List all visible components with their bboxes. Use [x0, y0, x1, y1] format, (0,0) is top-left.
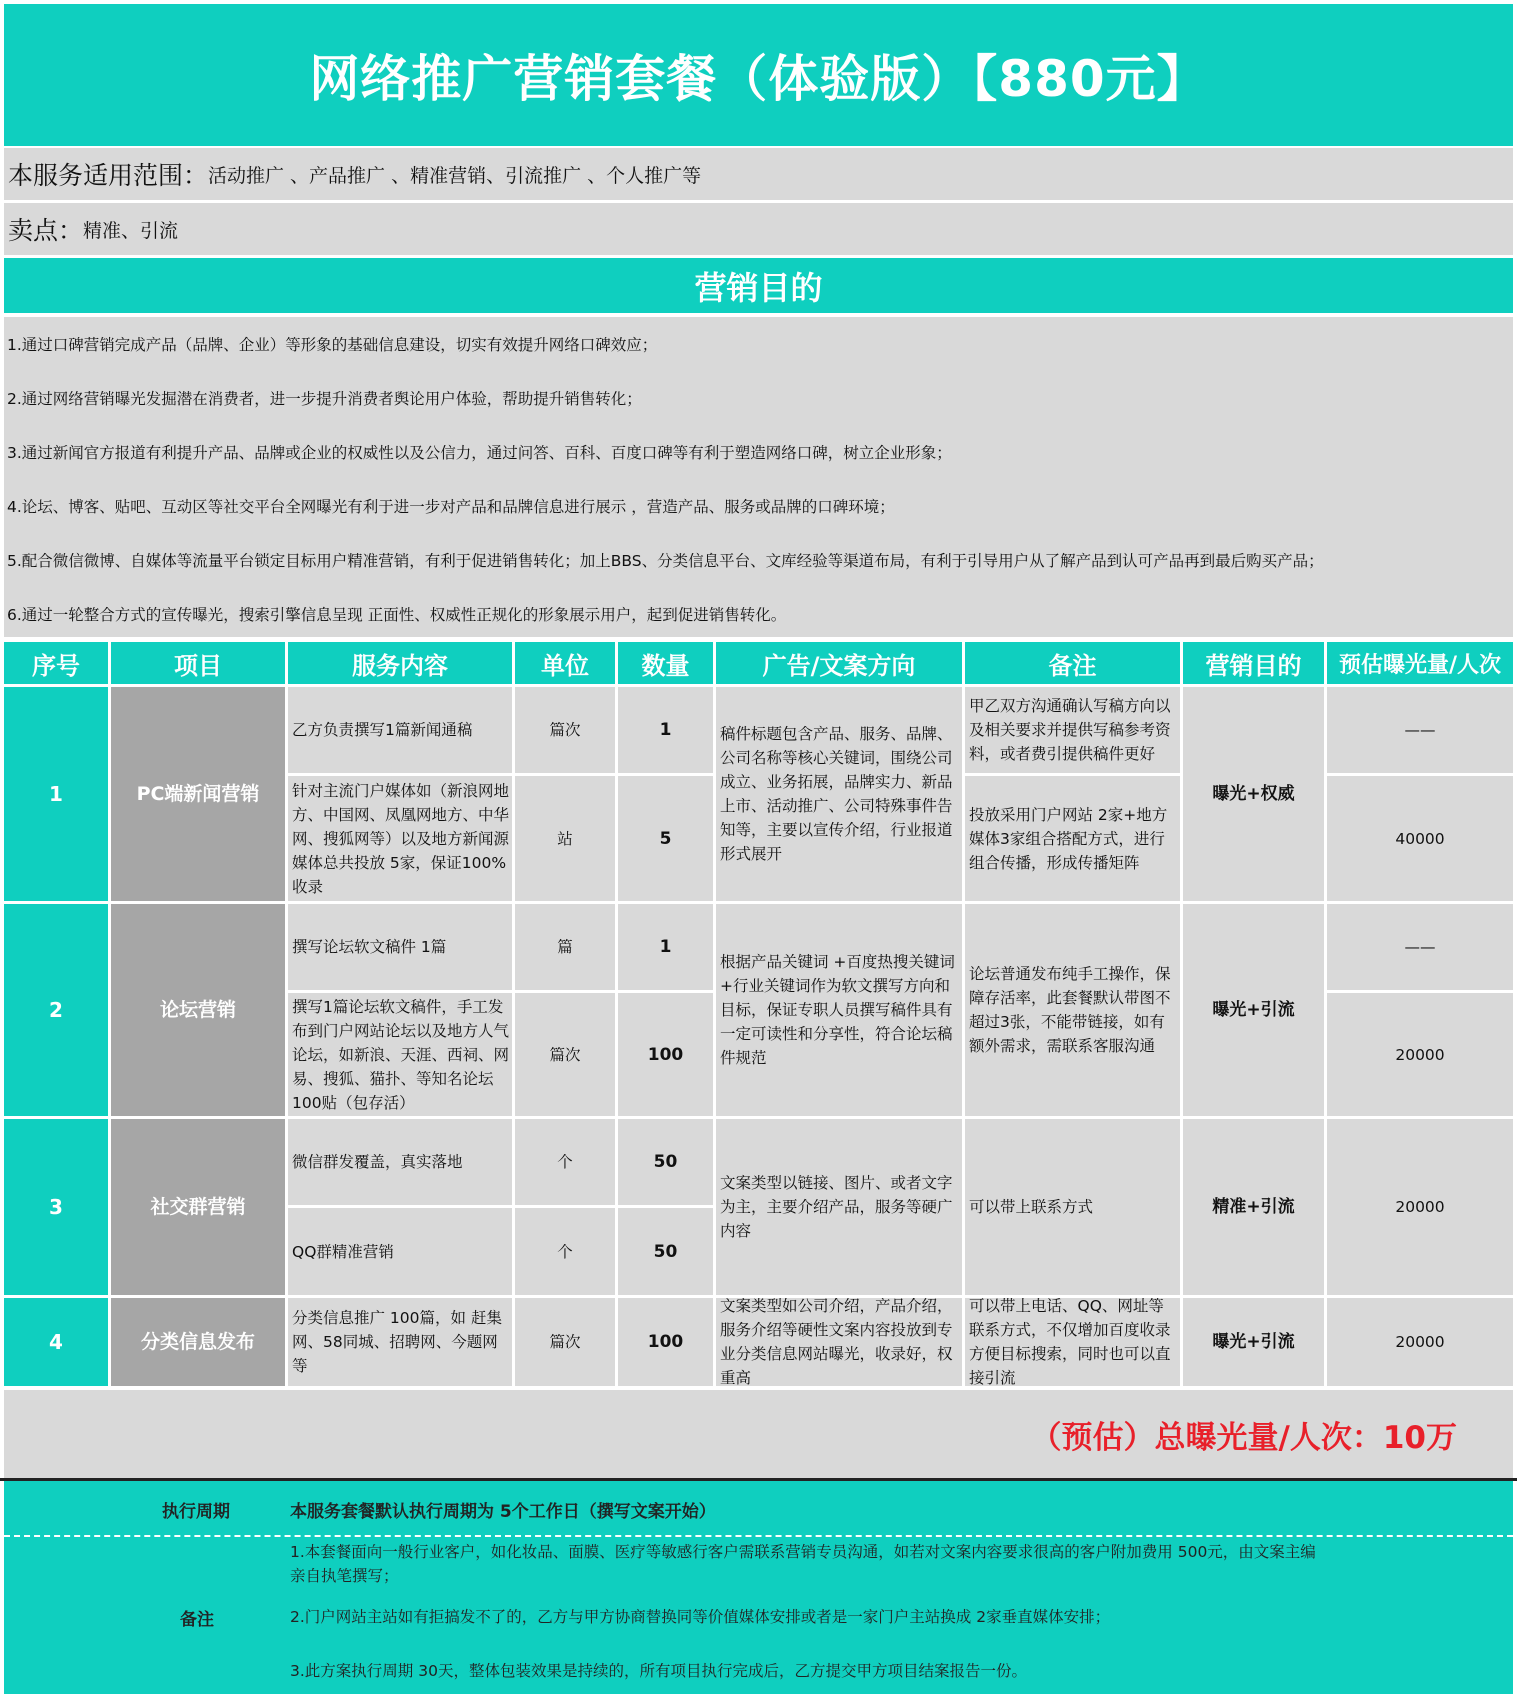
- header-qty: 数量: [618, 642, 713, 684]
- total-exposure: （预估）总曝光量/人次：10万: [1030, 1419, 1457, 1456]
- goal-item: 1.通过口碑营销完成产品（品牌、企业）等形象的基础信息建设，切实有效提升网络口碑效应；: [7, 336, 658, 354]
- goal-item: 4.论坛、博客、贴吧、互动区等社交平台全网曝光有利于进一步对产品和品牌信息进行展示 ，营造产品、服务或品牌的口碑环境；: [7, 498, 895, 516]
- row2-project: [111, 904, 285, 1116]
- remarks-label: 备注: [180, 1610, 214, 1630]
- row1-goal: [1183, 687, 1324, 901]
- scope-label: 本服务适用范围：: [8, 161, 209, 190]
- goal-item: 6.通过一轮整合方式的宣传曝光，搜索引擎信息呈现 正面性、权威性正规化的形象展示用户，起到促进销售转化。: [7, 606, 787, 624]
- row1-direction: 稿件标题包含产品、服务、品牌、公司名称等核心关键词，围绕公司成立、业务拓展，品牌实力、新品上市、活动推广、公司特殊事件告知等，主要以宣传介绍，行业报道形式展开: [716, 687, 962, 901]
- dashed-divider: [4, 1535, 1513, 1537]
- purpose-heading-text: 营销目的: [694, 268, 823, 307]
- row3-no-text: 3: [49, 1195, 63, 1219]
- execution-label: 执行周期: [162, 1502, 230, 1522]
- row2-unit-2: 篇次: [515, 993, 615, 1116]
- row1-exposure-1: ——: [1327, 687, 1513, 773]
- row4-no: [4, 1298, 108, 1386]
- header-project: 项目: [111, 642, 285, 684]
- row3-exposure: 20000: [1327, 1119, 1513, 1295]
- row3-qty-2: [618, 1208, 713, 1295]
- row1-qty-2-text: 5: [659, 828, 672, 849]
- row4-exposure-1: 20000: [1327, 1298, 1513, 1386]
- terms-section: [4, 1481, 1513, 1694]
- row2-content-1: 撰写论坛软文稿件 1篇: [288, 904, 512, 990]
- selling-point-row: [4, 203, 1513, 255]
- row1-exposure-2: 40000: [1327, 776, 1513, 901]
- row2-project-text: 论坛营销: [159, 999, 236, 1021]
- row1-content-1: 乙方负责撰写1篇新闻通稿: [288, 687, 512, 773]
- row4-direction: 文案类型如公司介绍，产品介绍，服务介绍等硬性文案内容投放到专业分类信息网站曝光，收录好，权重高: [716, 1298, 962, 1386]
- title-bar: [4, 4, 1513, 146]
- row2-unit-1: 篇: [515, 904, 615, 990]
- header-notes: 备注: [965, 642, 1180, 684]
- scope-value: 活动推广 、产品推广 、精准营销、引流推广 、个人推广等: [208, 164, 702, 187]
- row4-qty-1: [618, 1298, 713, 1386]
- row2-direction: 根据产品关键词 +百度热搜关键词+行业关键词作为软文撰写方向和目标，保证专职人员撰写稿件具有一定可读性和分享性，符合论坛稿件规范: [716, 904, 962, 1116]
- row1-qty-2: [618, 776, 713, 901]
- row1-project: [111, 687, 285, 901]
- scope-row: [4, 148, 1513, 200]
- row1-note-2: 投放采用门户网站 2家+地方媒体3家组合搭配方式，进行组合传播，形成传播矩阵: [965, 776, 1180, 901]
- total-exposure-row: [4, 1390, 1513, 1478]
- row1-unit-2: 站: [515, 776, 615, 901]
- row2-content-2: 撰写1篇论坛软文稿件，手工发布到门户网站论坛以及地方人气论坛，如新浪、天涯、西祠、网易、搜狐、猫扑、等知名论坛100贴（包存活）: [288, 993, 512, 1116]
- row2-goal-text: 曝光+引流: [1212, 1000, 1295, 1020]
- row4-note-1: 可以带上电话、QQ、网址等联系方式，不仅增加百度收录方便目标搜索，同时也可以直接引流: [965, 1298, 1180, 1386]
- purpose-heading: [4, 258, 1513, 313]
- row1-unit-1: 篇次: [515, 687, 615, 773]
- row4-goal: [1183, 1298, 1324, 1386]
- row1-content-2: 针对主流门户媒体如（新浪网地方、中国网、凤凰网地方、中华网、搜狐网等）以及地方新闻源媒体总共投放 5家，保证100%收录: [288, 776, 512, 901]
- page-title: 网络推广营销套餐（体验版）【880元】: [309, 50, 1208, 108]
- row2-no-text: 2: [49, 998, 63, 1022]
- execution-value: 本服务套餐默认执行周期为 5个工作日（撰写文案开始）: [290, 1502, 716, 1522]
- row3-qty-1: [618, 1119, 713, 1205]
- header-content: 服务内容: [288, 642, 512, 684]
- row1-qty-1: [618, 687, 713, 773]
- row4-qty-1-text: 100: [647, 1332, 684, 1352]
- row2-qty-1: [618, 904, 713, 990]
- row2-no: [4, 904, 108, 1116]
- row3-direction: 文案类型以链接、图片、或者文字为主，主要介绍产品，服务等硬广内容: [716, 1119, 962, 1295]
- header-direction: 广告/文案方向: [716, 642, 962, 684]
- row3-no: [4, 1119, 108, 1295]
- row4-unit-1: 篇次: [515, 1298, 615, 1386]
- row1-goal-text: 曝光+权威: [1212, 784, 1295, 804]
- row3-note-1: 可以带上联系方式: [965, 1119, 1180, 1295]
- row3-goal: [1183, 1119, 1324, 1295]
- header-goal: 营销目的: [1183, 642, 1324, 684]
- header-exposure: 预估曝光量/人次: [1327, 642, 1513, 684]
- row3-content-2: QQ群精准营销: [288, 1208, 512, 1295]
- row1-no-text: 1: [49, 782, 63, 806]
- row1-note-1: 甲乙双方沟通确认写稿方向以及相关要求并提供写稿参考资料，或者费引提供稿件更好: [965, 687, 1180, 773]
- goal-item: 2.通过网络营销曝光发掘潜在消费者，进一步提升消费者舆论用户体验，帮助提升销售转化；: [7, 390, 642, 408]
- row4-no-text: 4: [49, 1330, 63, 1354]
- row1-no: [4, 687, 108, 901]
- remark-item: 1.本套餐面向一般行业客户，如化妆品、面膜、医疗等敏感行客户需联系营销专员沟通，如若对文案内容要求很高的客户附加费用 500元，由文案主编亲自执笔撰写；: [290, 1543, 1316, 1585]
- row4-project-text: 分类信息发布: [140, 1331, 255, 1353]
- row2-exposure-1: ——: [1327, 904, 1513, 990]
- goal-item: 3.通过新闻官方报道有利提升产品、品牌或企业的权威性以及公信力，通过问答、百科、百度口碑等有利于塑造网络口碑，树立企业形象；: [7, 444, 952, 462]
- row2-exposure-2: 20000: [1327, 993, 1513, 1116]
- row4-goal-text: 曝光+引流: [1212, 1332, 1295, 1352]
- header-unit: 单位: [515, 642, 615, 684]
- row2-note-1: 论坛普通发布纯手工操作，保障存活率，此套餐默认带图不超过3张，不能带链接，如有额外需求，需联系客服沟通: [965, 904, 1180, 1116]
- row1-qty-1-text: 1: [659, 720, 672, 740]
- row3-qty-1-text: 50: [653, 1152, 678, 1172]
- row3-project-text: 社交群营销: [150, 1196, 246, 1218]
- row4-content-1: 分类信息推广 100篇，如 赶集网、58同城、招聘网、今题网等: [288, 1298, 512, 1386]
- row3-project: [111, 1119, 285, 1295]
- selling-point-value: 精准、引流: [83, 219, 179, 242]
- remark-item: 3.此方案执行周期 30天，整体包装效果是持续的，所有项目执行完成后，乙方提交甲方项目结案报告一份。: [290, 1662, 1027, 1680]
- row3-goal-text: 精准+引流: [1212, 1197, 1295, 1217]
- row3-unit-1: 个: [515, 1119, 615, 1205]
- row3-content-1: 微信群发覆盖，真实落地: [288, 1119, 512, 1205]
- row2-goal: [1183, 904, 1324, 1116]
- row1-project-text: PC端新闻营销: [136, 783, 260, 805]
- goals-list: [4, 317, 1513, 637]
- row2-qty-2: [618, 993, 713, 1116]
- row2-qty-1-text: 1: [659, 937, 672, 957]
- row2-qty-2-text: 100: [647, 1044, 684, 1065]
- selling-point-label: 卖点：: [8, 216, 84, 245]
- goal-item: 5.配合微信微博、自媒体等流量平台锁定目标用户精准营销，有利于促进销售转化；加上BBS、分类信息平台、文库经验等渠道布局，有利于引导用户从了解产品到认可产品再到最后购买产品；: [7, 552, 1324, 570]
- row4-project: [111, 1298, 285, 1386]
- remark-item: 2.门户网站主站如有拒搞发不了的，乙方与甲方协商替换同等价值媒体安排或者是一家门户主站换成 2家垂直媒体安排；: [290, 1608, 1111, 1626]
- row3-qty-2-text: 50: [653, 1241, 678, 1262]
- row3-unit-2: 个: [515, 1208, 615, 1295]
- header-no: 序号: [4, 642, 108, 684]
